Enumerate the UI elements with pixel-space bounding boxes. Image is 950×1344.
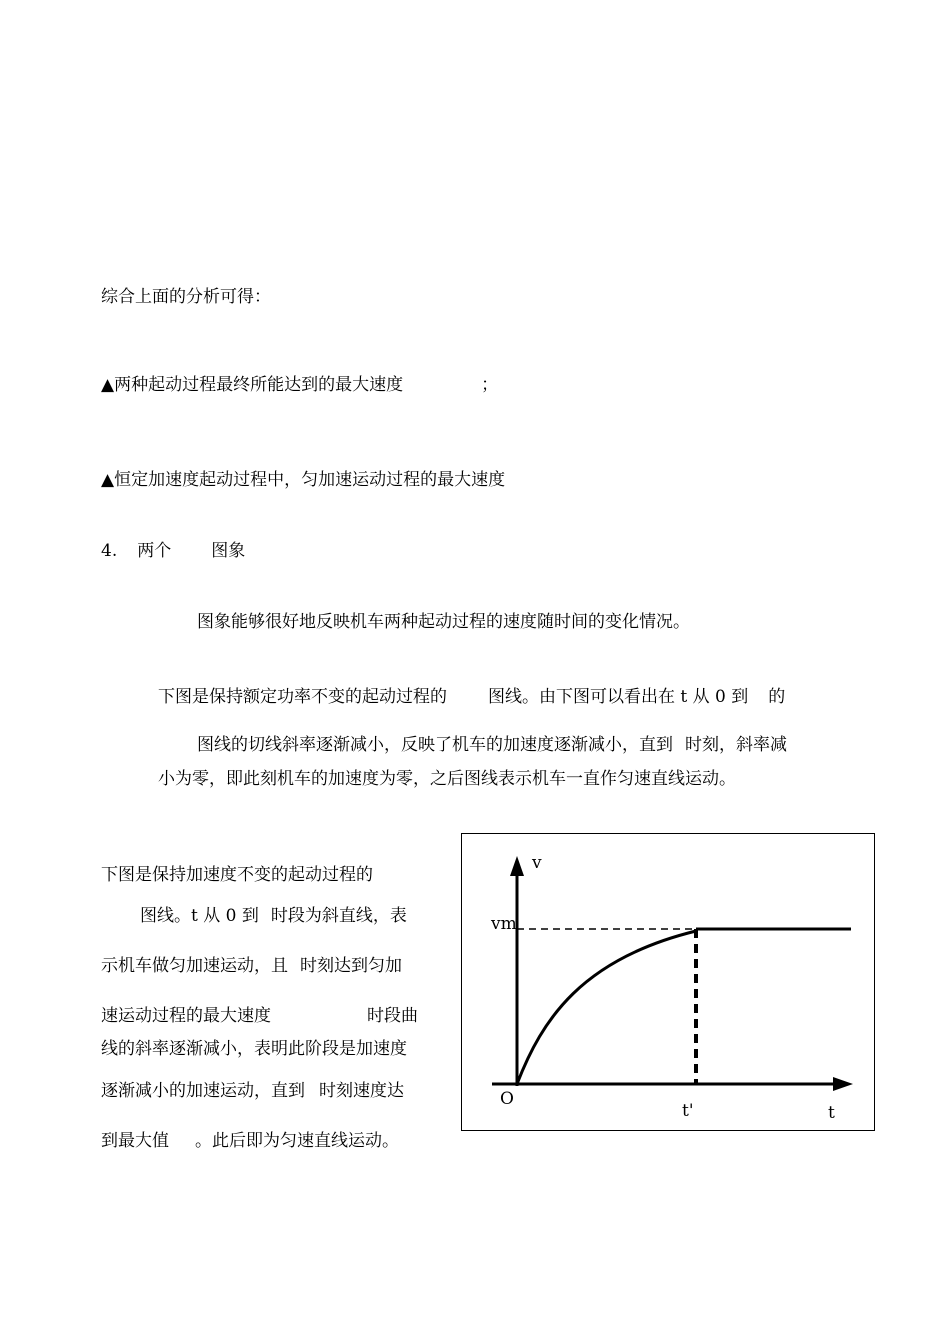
text-segment: 图线。t 从 0 到 bbox=[140, 906, 259, 926]
point-1-trailing: ； bbox=[481, 375, 499, 395]
summary-heading: 综合上面的分析可得： bbox=[101, 287, 271, 307]
t-axis-arrow-icon bbox=[833, 1077, 853, 1091]
text-segment: 时段为斜直线，表 bbox=[270, 906, 407, 926]
para-const-accel-line1: 下图是保持加速度不变的起动过程的 bbox=[101, 865, 373, 885]
velocity-curve bbox=[517, 931, 696, 1084]
para-const-accel-line2 bbox=[140, 905, 407, 927]
t-axis-label: t bbox=[828, 1103, 835, 1123]
text-segment: 到最大值 bbox=[101, 1131, 169, 1151]
v-axis-arrow-icon bbox=[510, 856, 524, 876]
point-1 bbox=[101, 374, 498, 396]
point-2 bbox=[101, 469, 505, 491]
vm-label: vm bbox=[491, 914, 517, 934]
para-intro: 图象能够很好地反映机车两种起动过程的速度随时间的变化情况。 bbox=[197, 612, 690, 632]
para-const-accel-line4 bbox=[101, 1005, 418, 1027]
point-2-text: 恒定加速度起动过程中，匀加速运动过程的最大速度 bbox=[114, 470, 506, 490]
para-const-accel-line3 bbox=[101, 955, 402, 977]
bullet-triangle-icon: ▲ bbox=[101, 470, 115, 490]
text-segment: 示机车做匀加速运动，且 bbox=[101, 956, 288, 976]
section-title-part2: 图象 bbox=[211, 541, 246, 561]
section-title-part1: 两个 bbox=[137, 541, 172, 561]
section-4-heading bbox=[101, 540, 245, 562]
para-const-power-line2 bbox=[197, 734, 787, 756]
text-segment: 速运动过程的最大速度 bbox=[101, 1006, 271, 1026]
para-const-power-line3: 小为零，即此刻机车的加速度为零，之后图线表示机车一直作匀速直线运动。 bbox=[158, 769, 736, 789]
text-segment: 逐渐减小的加速运动，直到 bbox=[101, 1081, 305, 1101]
vt-graph-figure bbox=[461, 833, 875, 1131]
para-const-power-line1 bbox=[158, 686, 785, 708]
section-number: 4. bbox=[101, 541, 118, 561]
text-segment: 下图是保持额定功率不变的起动过程的 bbox=[158, 687, 447, 707]
bullet-triangle-icon: ▲ bbox=[101, 375, 115, 395]
point-1-text: 两种起动过程最终所能达到的最大速度 bbox=[114, 375, 404, 395]
text-segment: 时刻速度达 bbox=[319, 1081, 404, 1101]
vt-graph bbox=[462, 834, 876, 1132]
text-segment: 时刻，斜率减 bbox=[685, 735, 787, 755]
para-const-accel-line5: 线的斜率逐渐减小，表明此阶段是加速度 bbox=[101, 1039, 407, 1059]
text-segment: 图线的切线斜率逐渐减小，反映了机车的加速度逐渐减小，直到 bbox=[197, 735, 673, 755]
origin-label: O bbox=[500, 1089, 514, 1109]
v-axis-label: v bbox=[532, 853, 542, 873]
para-const-accel-line6 bbox=[101, 1080, 404, 1102]
text-segment: 时刻达到匀加 bbox=[300, 956, 402, 976]
para-const-accel-line7 bbox=[101, 1130, 399, 1152]
t-prime-label: t' bbox=[682, 1101, 694, 1121]
text-segment: 。此后即为匀速直线运动。 bbox=[195, 1131, 399, 1151]
text-segment: 的 bbox=[768, 687, 786, 707]
text-segment: 时段曲 bbox=[367, 1006, 418, 1026]
text-segment: 图线。由下图可以看出在 t 从 0 到 bbox=[488, 687, 749, 707]
